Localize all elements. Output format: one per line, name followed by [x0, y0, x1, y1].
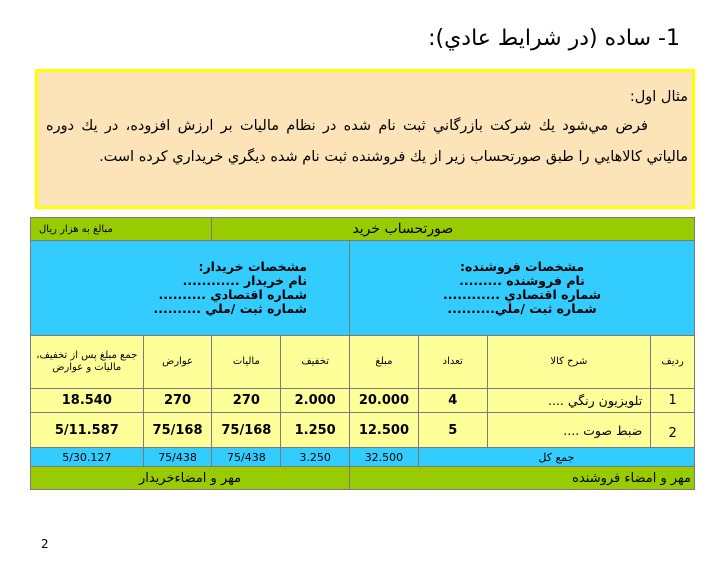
total-tax: 75/438	[212, 448, 281, 467]
row-number: 1	[651, 389, 695, 413]
col-duties-header: عوارض	[143, 336, 212, 389]
row-amount: 20.000	[350, 389, 419, 413]
seller-name: نام فروشنده .........	[459, 273, 585, 288]
table-row	[31, 389, 695, 413]
row-duties: 75/168	[143, 413, 212, 448]
col-discount-header: تخفيف	[281, 336, 350, 389]
seller-heading: مشخصات فروشنده:	[459, 259, 585, 274]
row-amount: 12.500	[350, 413, 419, 448]
seller-registration-number: شماره ثبت /ملي..........	[447, 301, 597, 316]
row-quantity: 4	[418, 389, 487, 413]
page-number: 2	[41, 537, 49, 551]
row-total: 5/11.587	[31, 413, 144, 448]
parties-row	[31, 241, 695, 336]
example-box	[35, 69, 695, 209]
col-tax-header: ماليات	[212, 336, 281, 389]
buyer-signature: مهر و امضاءخريدار	[31, 467, 350, 490]
col-total-header: جمع مبلغ پس از تخفيف، ماليات و عوارض	[31, 336, 144, 389]
row-tax: 75/168	[212, 413, 281, 448]
example-text: فرض مي‌شود يك شركت بازرگاني ثبت نام شده در نظام ماليات بر ارزش افزوده، در يك دوره مالياتي كالاهايي را طبق صورتحساب زير از يك فروشنده ثبت نام شده ديگري خريداري كرده است.	[46, 118, 688, 165]
invoice-title-row	[31, 218, 695, 241]
row-discount: 2.000	[281, 389, 350, 413]
col-amount-header: مبلغ	[350, 336, 419, 389]
total-discount: 3.250	[281, 448, 350, 467]
row-total: 18.540	[31, 389, 144, 413]
buyer-heading: مشخصات خريدار:	[198, 259, 308, 274]
col-description-header: شرح كالا	[487, 336, 651, 389]
column-header-row	[31, 336, 695, 389]
total-duties: 75/438	[143, 448, 212, 467]
row-discount: 1.250	[281, 413, 350, 448]
buyer-name: نام خريدار ............	[182, 273, 308, 288]
row-duties: 270	[143, 389, 212, 413]
row-tax: 270	[212, 389, 281, 413]
seller-signature: مهر و امضاء فروشنده	[350, 467, 695, 490]
invoice-title: صورتحساب خريد	[212, 218, 695, 241]
total-amount: 32.500	[350, 448, 419, 467]
buyer-economic-number: شماره اقتصادي ..........	[158, 287, 308, 302]
buyer-registration-number: شماره ثبت /ملي ..........	[153, 301, 308, 316]
totals-label: جمع كل	[418, 448, 694, 467]
row-number: 2	[651, 413, 695, 448]
grand-total: 5/30.127	[31, 448, 144, 467]
table-row	[31, 413, 695, 448]
slide-title: 1- ساده (در شرايط عادي):	[428, 26, 680, 51]
example-heading: مثال اول:	[629, 89, 688, 105]
buyer-details	[31, 241, 350, 336]
row-description: تلويزيون رنگي ....	[487, 389, 651, 413]
col-row-header: رديف	[651, 336, 695, 389]
amount-unit-note: مبالغ به هزار ريال	[31, 218, 212, 241]
seller-economic-number: شماره اقتصادي ............	[442, 287, 602, 302]
signature-row	[31, 467, 695, 490]
row-quantity: 5	[418, 413, 487, 448]
col-quantity-header: تعداد	[418, 336, 487, 389]
row-description: ضبط صوت ....	[487, 413, 651, 448]
purchase-invoice-table	[30, 217, 695, 490]
seller-details	[350, 241, 695, 336]
totals-row	[31, 448, 695, 467]
